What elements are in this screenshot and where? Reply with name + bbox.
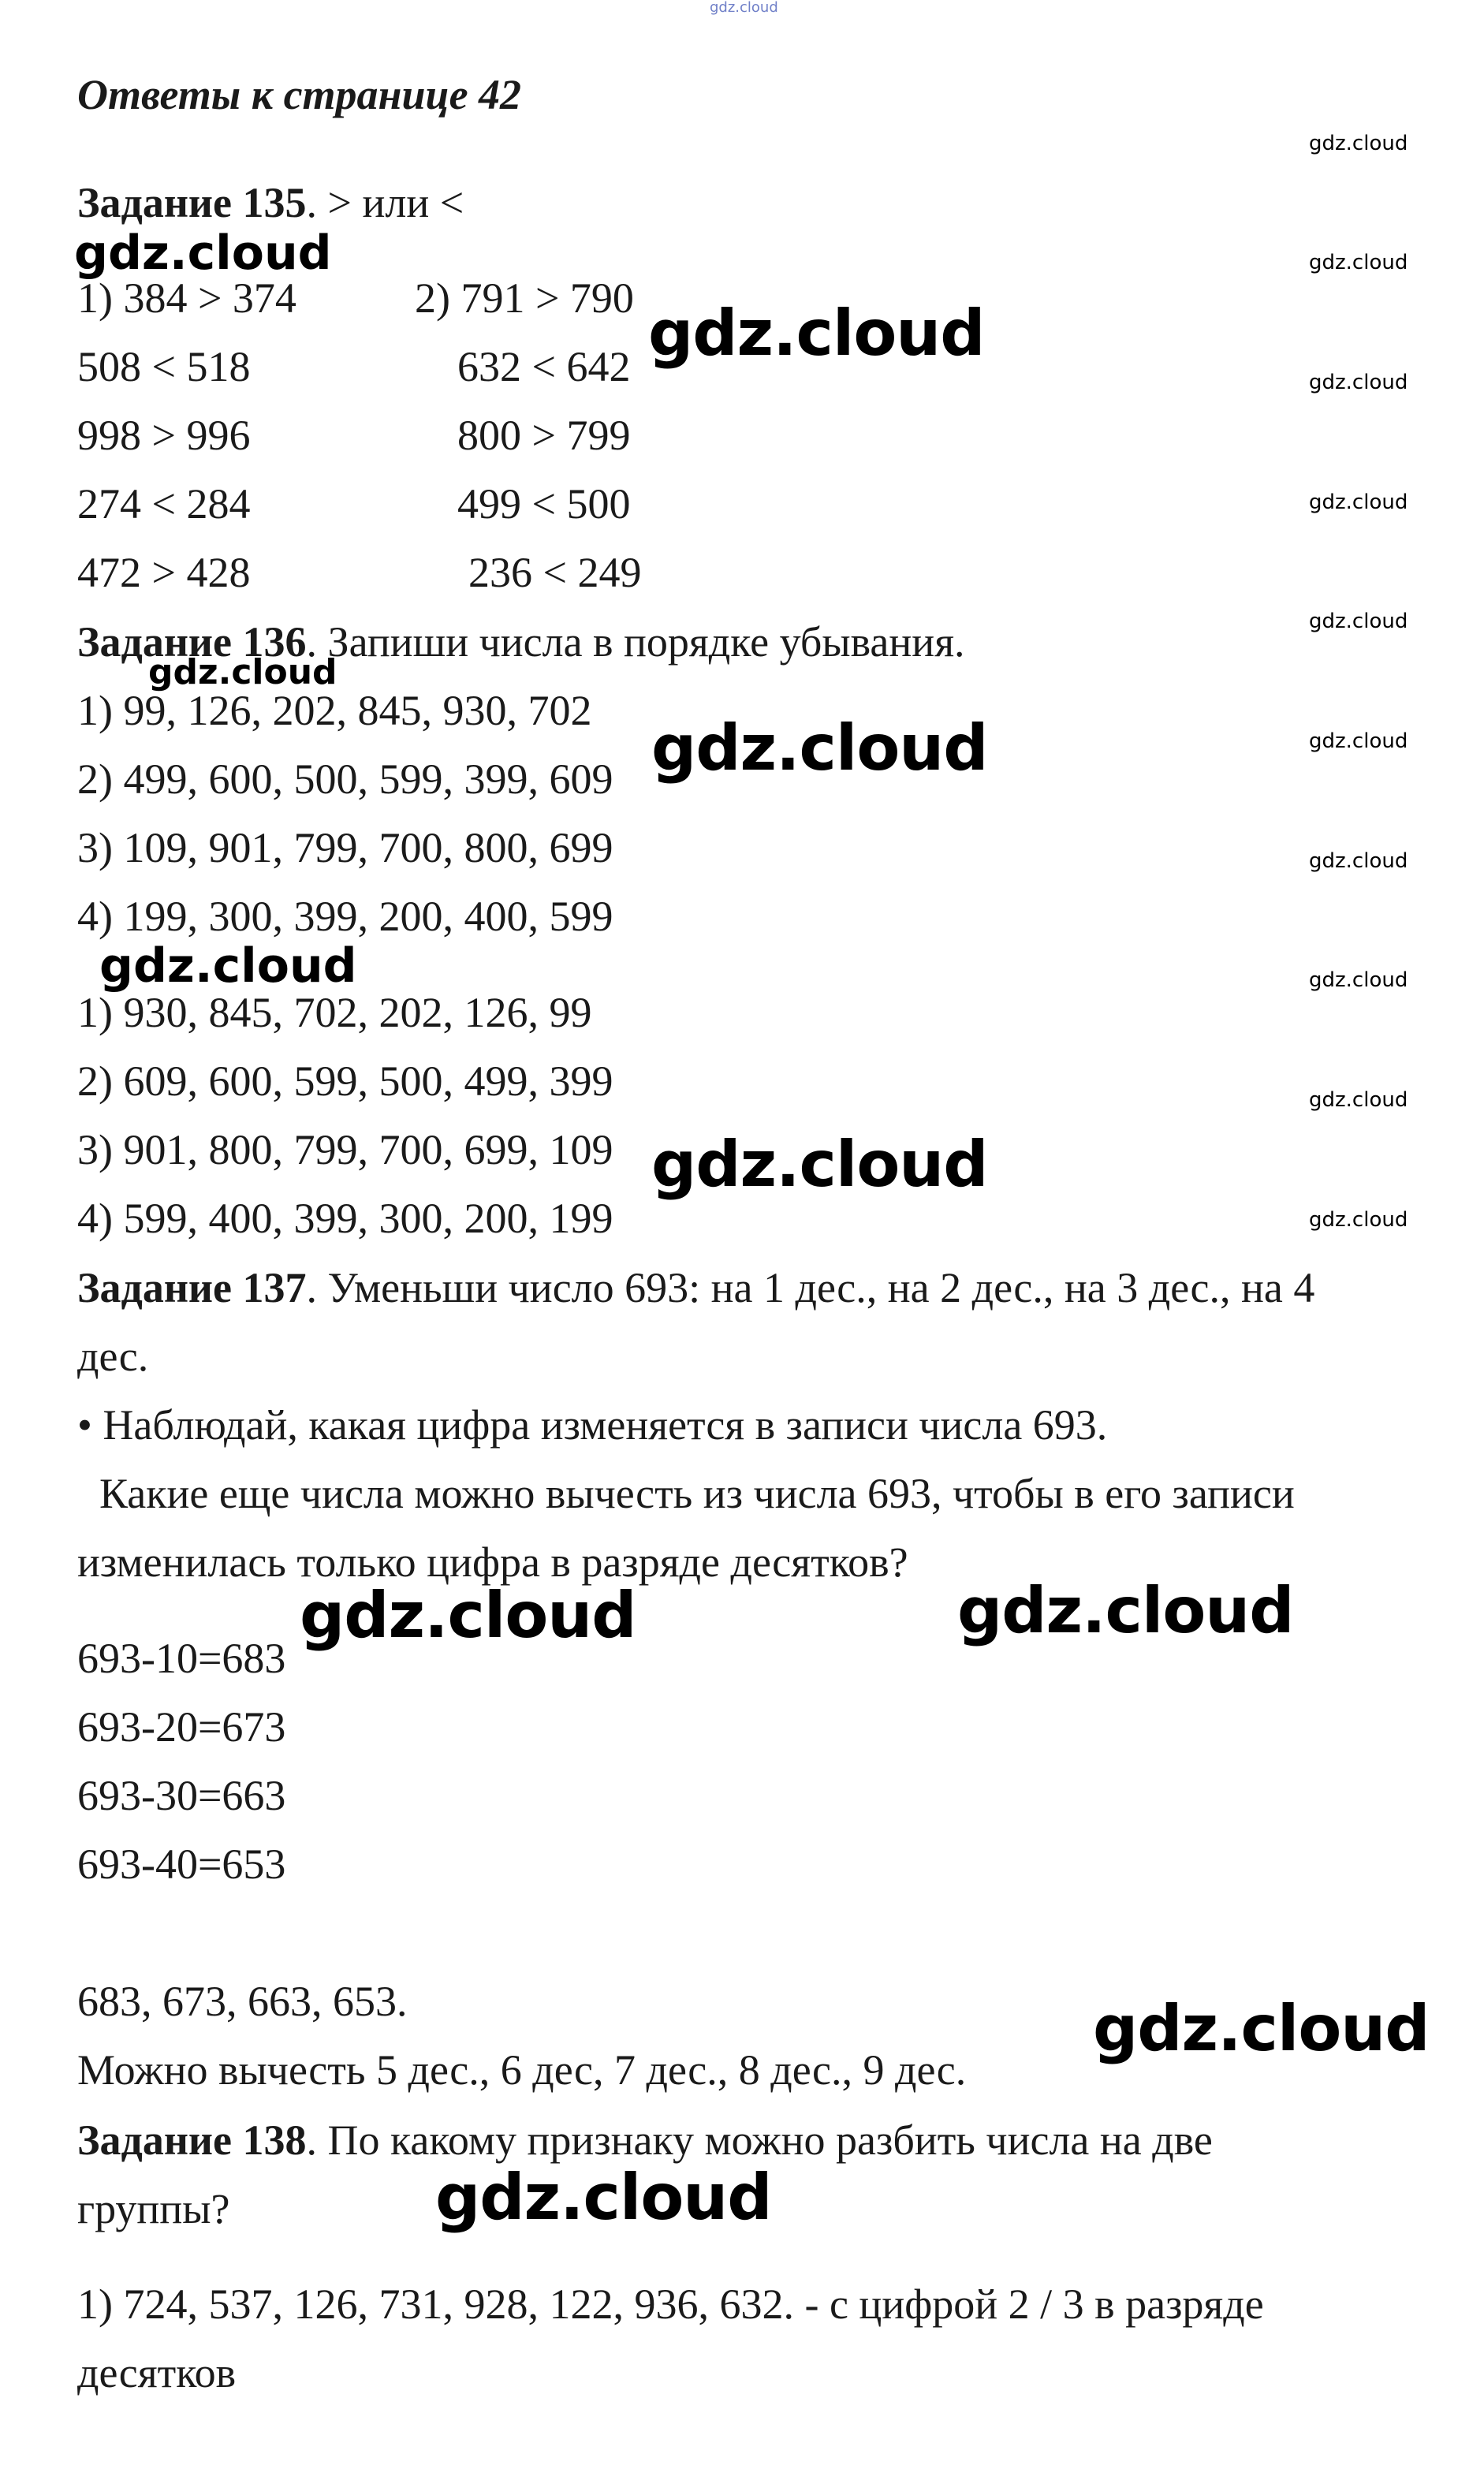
task-136-answer-1: 1) 930, 845, 702, 202, 126, 99: [77, 989, 592, 1036]
task-135-row-3-left: 998 > 996: [77, 412, 251, 459]
task-135-row-3-right: 800 > 799: [457, 412, 631, 459]
margin-watermark: gdz.cloud: [1309, 729, 1408, 753]
task-135-heading: [77, 177, 464, 228]
task-137-question-2: изменилась только цифра в разряде десятков?: [77, 1538, 908, 1586]
watermark: gdz.cloud: [1093, 1992, 1430, 2065]
task-135-text: . > или <: [306, 179, 464, 226]
task-136-given-2: 2) 499, 600, 500, 599, 399, 609: [77, 755, 613, 803]
task-138-heading: [77, 2115, 1213, 2165]
margin-watermark: gdz.cloud: [1309, 132, 1408, 155]
task-136-given-1: 1) 99, 126, 202, 845, 930, 702: [77, 687, 592, 734]
task-138-text-cont: группы?: [77, 2185, 230, 2232]
task-137-equation-4: 693-40=653: [77, 1840, 286, 1888]
margin-watermark: gdz.cloud: [1309, 610, 1408, 633]
task-137-equation-2: 693-20=673: [77, 1703, 286, 1751]
watermark: gdz.cloud: [648, 296, 985, 370]
task-135-row-2-right: 632 < 642: [457, 343, 631, 390]
task-137-number: Задание 137: [77, 1264, 307, 1311]
task-136-text: . Запиши числа в порядке убывания.: [306, 618, 965, 666]
task-137-question-1: Какие еще числа можно вычесть из числа 693, чтобы в его записи: [99, 1470, 1295, 1517]
task-137-conclusion: Можно вычесть 5 дес., 6 дес, 7 дес., 8 дес., 9 дес.: [77, 2046, 967, 2094]
watermark: gdz.cloud: [651, 711, 988, 785]
margin-watermark: gdz.cloud: [1309, 251, 1408, 274]
task-135-row-1-right: 2) 791 > 790: [415, 274, 634, 322]
top-watermark: gdz.cloud: [710, 0, 778, 16]
margin-watermark: gdz.cloud: [1309, 371, 1408, 394]
task-136-answer-4: 4) 599, 400, 399, 300, 200, 199: [77, 1195, 613, 1242]
margin-watermark: gdz.cloud: [1309, 968, 1408, 992]
margin-watermark: gdz.cloud: [1309, 1208, 1408, 1232]
margin-watermark: gdz.cloud: [1309, 490, 1408, 514]
task-138-answer-line-2: десятков: [77, 2349, 237, 2396]
task-136-number: Задание 136: [77, 618, 307, 666]
watermark: gdz.cloud: [651, 1128, 988, 1201]
task-137-equation-1: 693-10=683: [77, 1635, 286, 1682]
task-135-number: Задание 135: [77, 179, 307, 226]
margin-watermark: gdz.cloud: [1309, 1088, 1408, 1112]
task-137-observe: • Наблюдай, какая цифра изменяется в записи числа 693.: [77, 1401, 1108, 1449]
task-138-text: . По какому признаку можно разбить числа на две: [306, 2116, 1213, 2164]
page-title: Ответы к странице 42: [77, 71, 522, 118]
watermark: gdz.cloud: [148, 652, 337, 692]
task-135-row-5-right: 236 < 249: [468, 549, 642, 596]
watermark: gdz.cloud: [74, 226, 332, 281]
task-135-row-5-left: 472 > 428: [77, 549, 251, 596]
task-135-row-4-right: 499 < 500: [457, 480, 631, 528]
task-138-number: Задание 138: [77, 2116, 307, 2164]
watermark: gdz.cloud: [957, 1574, 1294, 1647]
task-136-answer-3: 3) 901, 800, 799, 700, 699, 109: [77, 1126, 613, 1173]
task-136-answer-2: 2) 609, 600, 599, 500, 499, 399: [77, 1057, 613, 1105]
task-137-text: . Уменьши число 693: на 1 дес., на 2 дес., на 3 дес., на 4: [306, 1264, 1315, 1311]
task-135-row-1-left: 1) 384 > 374: [77, 274, 296, 322]
task-137-text-cont: дес.: [77, 1333, 149, 1380]
task-137-equation-3: 693-30=663: [77, 1772, 286, 1819]
task-137-result: 683, 673, 663, 653.: [77, 1978, 408, 2025]
task-138-answer-line-1: 1) 724, 537, 126, 731, 928, 122, 936, 632. - с цифрой 2 / 3 в разряде: [77, 2280, 1264, 2328]
margin-watermark: gdz.cloud: [1309, 849, 1408, 873]
watermark: gdz.cloud: [99, 938, 357, 994]
task-136-given-4: 4) 199, 300, 399, 200, 400, 599: [77, 893, 613, 940]
task-135-row-2-left: 508 < 518: [77, 343, 251, 390]
task-135-row-4-left: 274 < 284: [77, 480, 251, 528]
watermark: gdz.cloud: [300, 1579, 636, 1652]
task-136-given-3: 3) 109, 901, 799, 700, 800, 699: [77, 824, 613, 871]
watermark: gdz.cloud: [435, 2161, 772, 2234]
task-137-heading: [77, 1262, 1314, 1313]
